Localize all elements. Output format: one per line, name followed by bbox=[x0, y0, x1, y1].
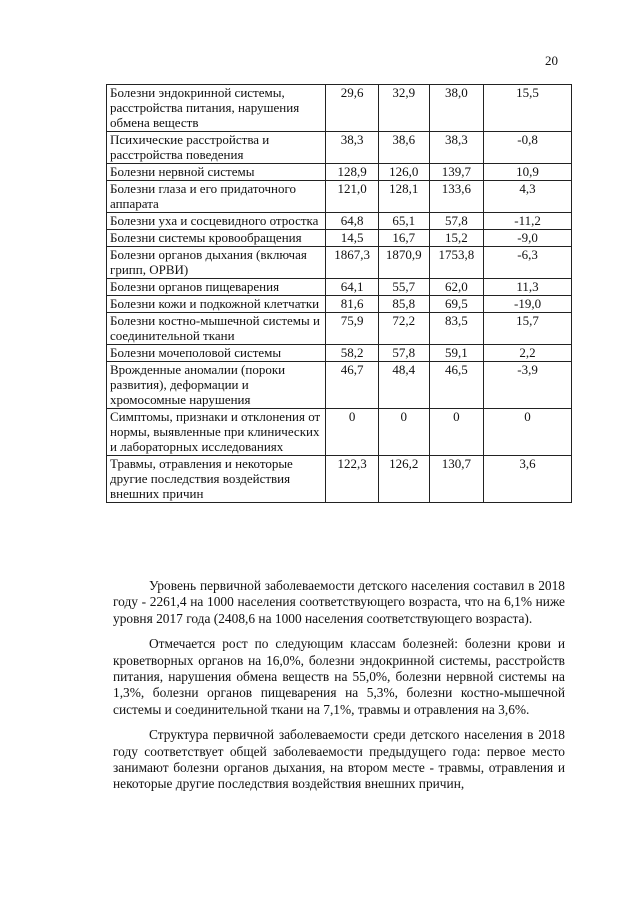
value-cell-3: 130,7 bbox=[429, 456, 484, 503]
value-cell-1: 122,3 bbox=[326, 456, 379, 503]
change-percent-cell: 4,3 bbox=[484, 181, 572, 213]
value-cell-2: 55,7 bbox=[378, 279, 429, 296]
value-cell-2: 126,2 bbox=[378, 456, 429, 503]
value-cell-3: 0 bbox=[429, 409, 484, 456]
disease-class-cell: Болезни уха и сосцевидного отростка bbox=[107, 213, 326, 230]
body-text bbox=[113, 578, 565, 802]
change-percent-cell: -0,8 bbox=[484, 132, 572, 164]
page-number: 20 bbox=[545, 53, 558, 68]
value-cell-1: 121,0 bbox=[326, 181, 379, 213]
disease-class-cell: Болезни эндокринной системы, расстройства питания, нарушения обмена веществ bbox=[107, 85, 326, 132]
change-percent-cell: -6,3 bbox=[484, 247, 572, 279]
table-row bbox=[107, 345, 572, 362]
change-percent-cell: -3,9 bbox=[484, 362, 572, 409]
value-cell-1: 64,8 bbox=[326, 213, 379, 230]
value-cell-3: 59,1 bbox=[429, 345, 484, 362]
change-percent-cell: -9,0 bbox=[484, 230, 572, 247]
table-row bbox=[107, 456, 572, 503]
change-percent-cell: 3,6 bbox=[484, 456, 572, 503]
disease-class-cell: Болезни глаза и его придаточного аппарата bbox=[107, 181, 326, 213]
change-percent-cell: 10,9 bbox=[484, 164, 572, 181]
change-percent-cell: 0 bbox=[484, 409, 572, 456]
value-cell-3: 133,6 bbox=[429, 181, 484, 213]
change-percent-cell: -11,2 bbox=[484, 213, 572, 230]
value-cell-1: 0 bbox=[326, 409, 379, 456]
value-cell-3: 62,0 bbox=[429, 279, 484, 296]
value-cell-2: 38,6 bbox=[378, 132, 429, 164]
morbidity-table bbox=[106, 84, 572, 503]
value-cell-2: 16,7 bbox=[378, 230, 429, 247]
disease-class-cell: Симптомы, признаки и отклонения от нормы, выявленные при клинических и лабораторных исследованиях bbox=[107, 409, 326, 456]
value-cell-2: 65,1 bbox=[378, 213, 429, 230]
value-cell-3: 139,7 bbox=[429, 164, 484, 181]
table-row bbox=[107, 164, 572, 181]
paragraph-growth-classes: Отмечается рост по следующим классам болезней: болезни крови и кроветворных органов на 16,0%, болезни эндокринной системы, расстройств питания, нарушения обмена веществ на 55,0%, болезни нервной системы на 1,3%, болезни органов пищеварения на 5,3%, болезни костно-мышечной системы и соединительной ткани на 7,1%, травмы и отравления на 3,6%. bbox=[113, 636, 565, 717]
paragraph-primary-morbidity-level: Уровень первичной заболеваемости детского населения составил в 2018 году - 2261,4 на 1000 населения соответствующего возраста, что на 6,1% ниже уровня 2017 года (2408,6 на 1000 населения соответствующего возраста). bbox=[113, 578, 565, 626]
disease-class-cell: Болезни нервной системы bbox=[107, 164, 326, 181]
disease-class-cell: Болезни костно-мышечной системы и соединительной ткани bbox=[107, 313, 326, 345]
disease-class-cell: Болезни мочеполовой системы bbox=[107, 345, 326, 362]
value-cell-2: 1870,9 bbox=[378, 247, 429, 279]
disease-class-cell: Болезни системы кровообращения bbox=[107, 230, 326, 247]
table-row bbox=[107, 85, 572, 132]
change-percent-cell: -19,0 bbox=[484, 296, 572, 313]
value-cell-2: 128,1 bbox=[378, 181, 429, 213]
disease-class-cell: Болезни органов дыхания (включая грипп, ОРВИ) bbox=[107, 247, 326, 279]
paragraph-structure: Структура первичной заболеваемости среди детского населения в 2018 году соответствует общей заболеваемости предыдущего года: первое место занимают болезни органов дыхания, на втором месте - травмы, отравления и некоторые другие последствия воздействия внешних причин, bbox=[113, 727, 565, 792]
value-cell-3: 38,0 bbox=[429, 85, 484, 132]
value-cell-2: 72,2 bbox=[378, 313, 429, 345]
disease-class-cell: Травмы, отравления и некоторые другие последствия воздействия внешних причин bbox=[107, 456, 326, 503]
value-cell-3: 46,5 bbox=[429, 362, 484, 409]
value-cell-3: 1753,8 bbox=[429, 247, 484, 279]
value-cell-1: 81,6 bbox=[326, 296, 379, 313]
value-cell-1: 58,2 bbox=[326, 345, 379, 362]
table-row bbox=[107, 296, 572, 313]
value-cell-3: 83,5 bbox=[429, 313, 484, 345]
disease-class-cell: Врожденные аномалии (пороки развития), деформации и хромосомные нарушения bbox=[107, 362, 326, 409]
value-cell-1: 128,9 bbox=[326, 164, 379, 181]
value-cell-3: 57,8 bbox=[429, 213, 484, 230]
value-cell-2: 32,9 bbox=[378, 85, 429, 132]
value-cell-1: 29,6 bbox=[326, 85, 379, 132]
value-cell-2: 48,4 bbox=[378, 362, 429, 409]
change-percent-cell: 15,7 bbox=[484, 313, 572, 345]
change-percent-cell: 2,2 bbox=[484, 345, 572, 362]
table-row bbox=[107, 362, 572, 409]
change-percent-cell: 11,3 bbox=[484, 279, 572, 296]
disease-class-cell: Болезни органов пищеварения bbox=[107, 279, 326, 296]
value-cell-2: 0 bbox=[378, 409, 429, 456]
value-cell-3: 15,2 bbox=[429, 230, 484, 247]
table-body bbox=[107, 85, 572, 503]
value-cell-1: 14,5 bbox=[326, 230, 379, 247]
disease-class-cell: Психические расстройства и расстройства поведения bbox=[107, 132, 326, 164]
change-percent-cell: 15,5 bbox=[484, 85, 572, 132]
table-row bbox=[107, 409, 572, 456]
value-cell-3: 38,3 bbox=[429, 132, 484, 164]
table-row bbox=[107, 181, 572, 213]
value-cell-2: 57,8 bbox=[378, 345, 429, 362]
table-row bbox=[107, 230, 572, 247]
value-cell-1: 75,9 bbox=[326, 313, 379, 345]
value-cell-1: 1867,3 bbox=[326, 247, 379, 279]
table-row bbox=[107, 213, 572, 230]
table-row bbox=[107, 313, 572, 345]
value-cell-2: 85,8 bbox=[378, 296, 429, 313]
value-cell-1: 38,3 bbox=[326, 132, 379, 164]
table-row bbox=[107, 247, 572, 279]
value-cell-1: 64,1 bbox=[326, 279, 379, 296]
value-cell-3: 69,5 bbox=[429, 296, 484, 313]
value-cell-1: 46,7 bbox=[326, 362, 379, 409]
table-row bbox=[107, 279, 572, 296]
value-cell-2: 126,0 bbox=[378, 164, 429, 181]
disease-class-cell: Болезни кожи и подкожной клетчатки bbox=[107, 296, 326, 313]
table-row bbox=[107, 132, 572, 164]
